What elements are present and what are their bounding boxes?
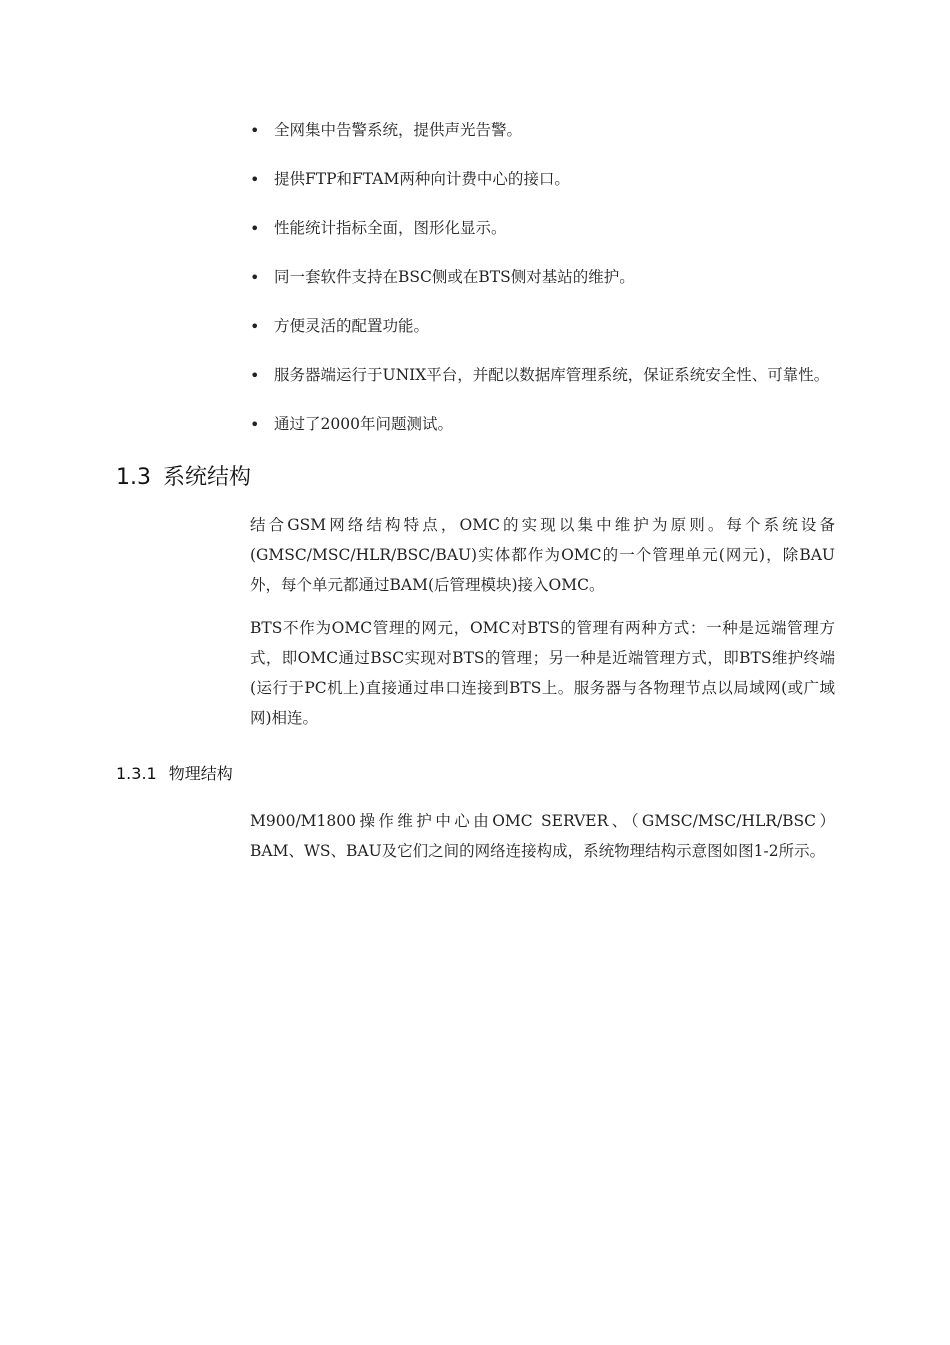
bullet-icon: •	[250, 219, 260, 238]
list-item	[250, 116, 835, 145]
section-heading	[116, 460, 251, 491]
bullet-icon: •	[250, 268, 260, 287]
bullet-icon: •	[250, 121, 260, 140]
bullet-icon: •	[250, 415, 260, 434]
section-paragraph: BTS不作为OMC管理的网元，OMC对BTS的管理有两种方式：一种是远端管理方式，即OMC通过BSC实现对BTS的管理；另一种是近端管理方式，即BTS维护终端(运行于PC机上)直接通过串口连接到BTS上。服务器与各物理节点以局域网(或广域网)相连。	[250, 619, 835, 727]
bullet-text: 提供FTP和FTAM两种向计费中心的接口。	[274, 170, 570, 188]
bullet-text: 方便灵活的配置功能。	[274, 317, 430, 335]
section-number: 1.3	[116, 465, 151, 490]
section-paragraph: 结合GSM网络结构特点，OMC的实现以集中维护为原则。每个系统设备(GMSC/MSC/HLR/BSC/BAU)实体都作为OMC的一个管理单元(网元)，除BAU外，每个单元都通过BAM(后管理模块)接入OMC。	[250, 516, 835, 594]
list-item	[250, 165, 835, 194]
bullet-icon: •	[250, 317, 260, 336]
bullet-text: 通过了2000年问题测试。	[274, 415, 453, 433]
list-item	[250, 410, 835, 439]
bullet-text: 性能统计指标全面，图形化显示。	[274, 219, 507, 237]
bullet-icon: •	[250, 170, 260, 189]
list-item	[250, 361, 835, 390]
subsection-heading	[116, 761, 233, 784]
bullet-text: 服务器端运行于UNIX平台，并配以数据库管理系统，保证系统安全性、可靠性。	[274, 366, 830, 384]
subsection-number: 1.3.1	[116, 764, 157, 783]
bullet-text: 全网集中告警系统，提供声光告警。	[274, 121, 523, 139]
subsection-paragraph: M900/M1800操作维护中心由OMC SERVER、（GMSC/MSC/HLR/BSC）BAM、WS、BAU及它们之间的网络连接构成，系统物理结构示意图如图1-2所示。	[250, 812, 835, 860]
list-item	[250, 312, 835, 341]
section-title: 系统结构	[163, 465, 252, 490]
bullet-icon: •	[250, 366, 260, 385]
list-item	[250, 214, 835, 243]
bullet-text: 同一套软件支持在BSC侧或在BTS侧对基站的维护。	[274, 268, 635, 286]
subsection-title: 物理结构	[168, 764, 233, 783]
feature-bullet-list	[250, 116, 835, 459]
list-item	[250, 263, 835, 292]
